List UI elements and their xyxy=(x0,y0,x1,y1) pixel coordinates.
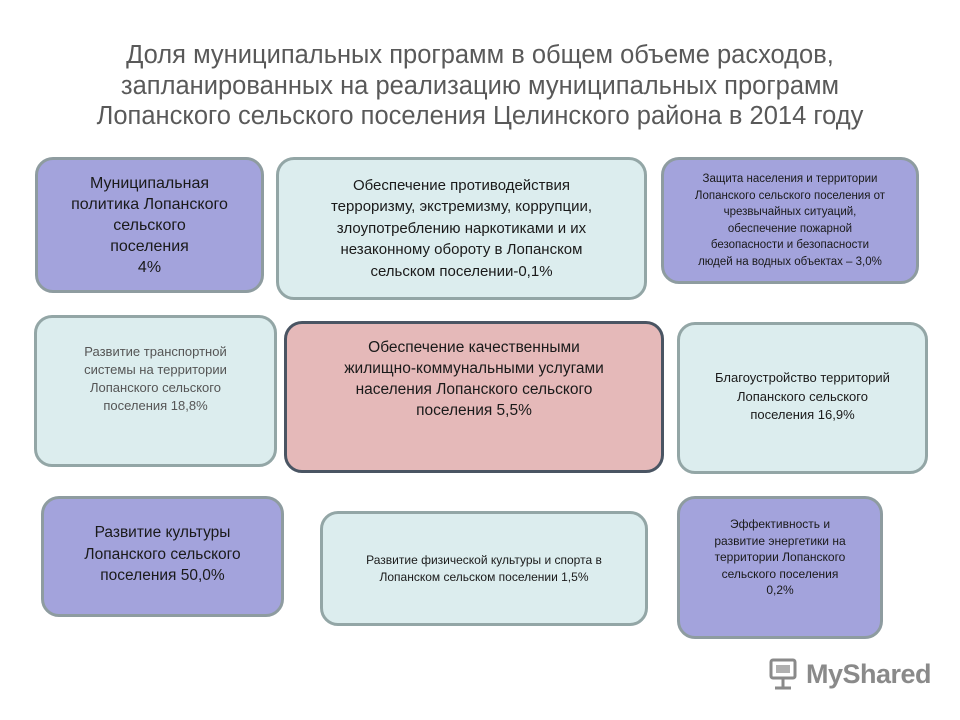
program-text-line: 4% xyxy=(137,258,162,276)
program-text-line: безопасности и безопасности xyxy=(710,239,870,251)
program-text-line: системы на территории xyxy=(84,362,227,377)
program-text-line: поселения 18,8% xyxy=(103,398,208,413)
program-box-counter-terrorism xyxy=(276,157,647,300)
program-box-civil-protection xyxy=(661,157,919,284)
program-text-line: Лопанского сельского xyxy=(84,545,241,563)
program-text-line: поселения xyxy=(110,237,189,255)
title-line: Доля муниципальных программ в общем объеме расходов, xyxy=(126,41,834,69)
program-text-line: сельском поселении-0,1% xyxy=(370,262,553,280)
program-box-landscaping xyxy=(677,322,928,474)
program-text-line: 0,2% xyxy=(766,583,794,598)
watermark-text: MyShared xyxy=(806,658,932,689)
program-text-line: Муниципальная xyxy=(89,174,209,192)
program-box-sport xyxy=(320,511,648,626)
title-line: Лопанского сельского поселения Целинского района в 2014 году xyxy=(96,102,864,130)
program-text-line: Защита населения и территории xyxy=(702,173,878,185)
program-box-housing-utilities xyxy=(284,321,664,473)
program-box-municipal-policy xyxy=(35,157,264,293)
program-text-line: Лопанского сельского xyxy=(90,380,221,395)
title-line: запланированных на реализацию муниципальных программ xyxy=(120,71,840,100)
program-text-line: сельского xyxy=(113,216,186,234)
program-text-line: злоупотреблению наркотиками и их xyxy=(336,219,587,237)
program-text-line: Благоустройство территорий xyxy=(715,370,890,386)
program-text-line: обеспечение пожарной xyxy=(727,222,853,235)
program-text-line: территории Лопанского xyxy=(714,550,846,565)
watermark-logo xyxy=(766,654,931,694)
program-text-line: Лопанского сельского поселения от xyxy=(694,189,886,202)
program-text-line: терроризму, экстремизму, коррупции, xyxy=(330,198,593,216)
program-text-line: Лопанского сельского xyxy=(737,388,868,404)
program-text-line: развитие энергетики на xyxy=(714,533,846,548)
program-text-line: Развитие физической культуры и спорта в xyxy=(366,552,602,567)
program-text-line: незаконному обороту в Лопанском xyxy=(340,241,583,259)
program-text-line: чрезвычайных ситуаций, xyxy=(723,206,857,218)
page-title xyxy=(40,40,920,132)
program-text-line: людей на водных объектах – 3,0% xyxy=(698,255,882,268)
program-text-line: жилищно-коммунальными услугами xyxy=(344,360,604,377)
program-text-line: Развитие транспортной xyxy=(84,344,227,359)
program-text-line: Развитие культуры xyxy=(94,524,231,542)
program-text-line: Эффективность и xyxy=(729,517,831,532)
presentation-icon xyxy=(766,657,800,691)
program-box-transport xyxy=(34,315,277,467)
program-text-line: Лопанском сельском поселении 1,5% xyxy=(379,569,589,584)
program-text-line: населения Лопанского сельского xyxy=(355,381,593,398)
program-text-line: поселения 16,9% xyxy=(750,407,855,423)
program-text-line: Обеспечение противодействия xyxy=(352,176,571,194)
program-text-line: сельского поселения xyxy=(721,566,839,581)
program-box-energy xyxy=(677,496,883,639)
program-text-line: Обеспечение качественными xyxy=(368,339,580,356)
program-box-culture xyxy=(41,496,284,617)
program-text-line: поселения 5,5% xyxy=(416,402,532,419)
program-text-line: политика Лопанского xyxy=(71,195,228,213)
program-text-line: поселения 50,0% xyxy=(100,567,225,585)
